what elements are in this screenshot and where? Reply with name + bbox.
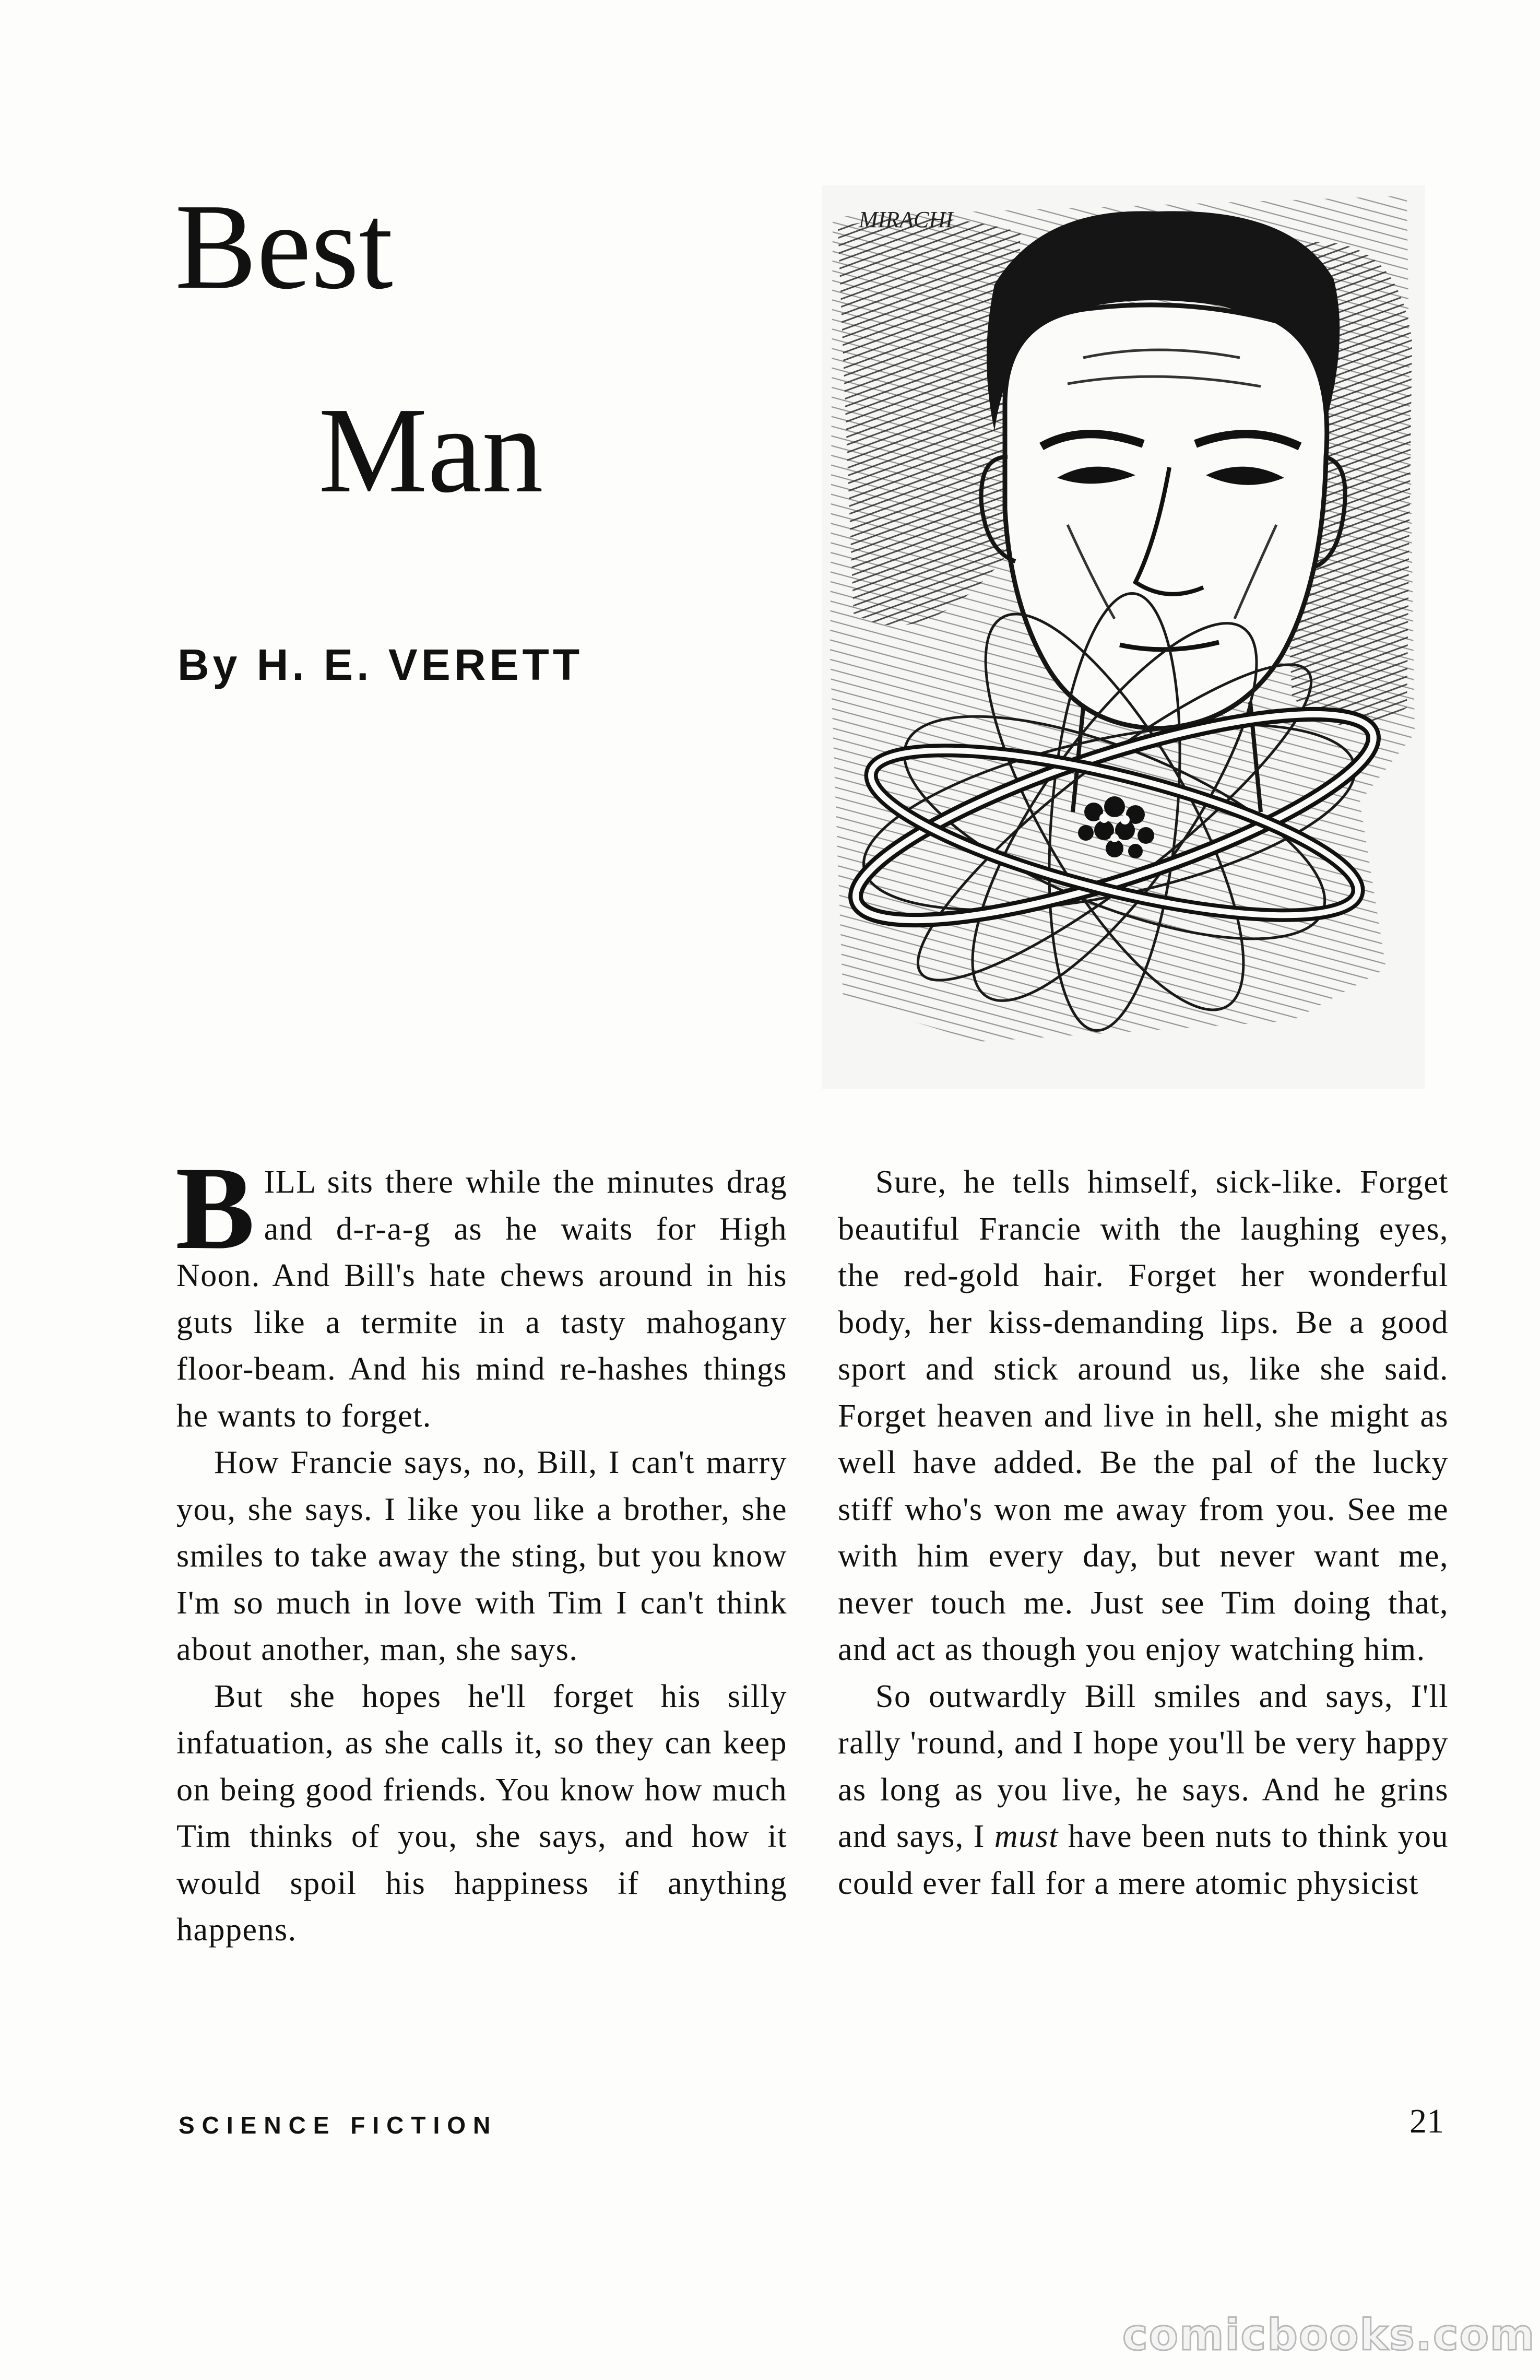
emphasis-must: must [994,1819,1059,1854]
watermark: comicbooks.com [1122,2311,1536,2360]
paragraph-3: But she hopes he'll forget his silly infatuation, as she calls it, so they can keep on being good friends. You know how much Tim thinks of you, she says, and how it would spoil his happiness if anything happens. [176,1678,787,1948]
paragraph-4: Sure, he tells himself, sick-like. Forget beautiful Francie with the laughing eyes, the red-gold hair. Forget her wonderful body, her kiss-demanding lips. Be a good sport and stick around us, like she said. Forget heaven and live in hell, she might as well have added. Be the pal of the lucky stiff who's won me away from you. See me with him every day, but never want me, never touch me. Just see Tim doing that, and act as though you enjoy watching him. [838,1164,1449,1667]
atom-rings-portrait-illustration [822,185,1425,1089]
title-line-1: Best [175,179,393,314]
drop-cap: B [175,1142,256,1274]
paragraph-1-text: ILL sits there while the minutes drag and d-r-a-g as he waits for High Noon. And Bill's hate chews around in his guts like a termite in a tasty mahogany floor-beam. And his mind re-hashes things he wants to forget. [176,1164,787,1434]
title-line-2: Man [318,382,543,518]
byline: By H. E. VERETT [177,640,584,689]
paragraph-5-text-b: have been nuts to think you could ever fall for a mere atomic physicist [838,1819,1449,1901]
paragraph-2: How Francie says, no, Bill, I can't marry you, she says. I like you like a brother, she smiles to take away the sting, but you know I'm so much in love with Tim I can't think about another, man, she says. [176,1445,787,1667]
body-column-2 [838,1159,1449,2057]
artist-signature: MIRACHI [859,207,953,232]
paragraph-5-text-a: So outwardly Bill smiles and says, I'll rally 'round, and I hope you'll be very happy as long as you live, he says. And he grins and says, I [838,1678,1449,1854]
page-number: 21 [1409,2102,1444,2140]
magazine-name-footer: SCIENCE FICTION [179,2112,498,2139]
paragraph-5 [838,1674,1449,1907]
paragraph-1 [175,1142,787,1440]
body-column-1 [175,1142,787,2057]
